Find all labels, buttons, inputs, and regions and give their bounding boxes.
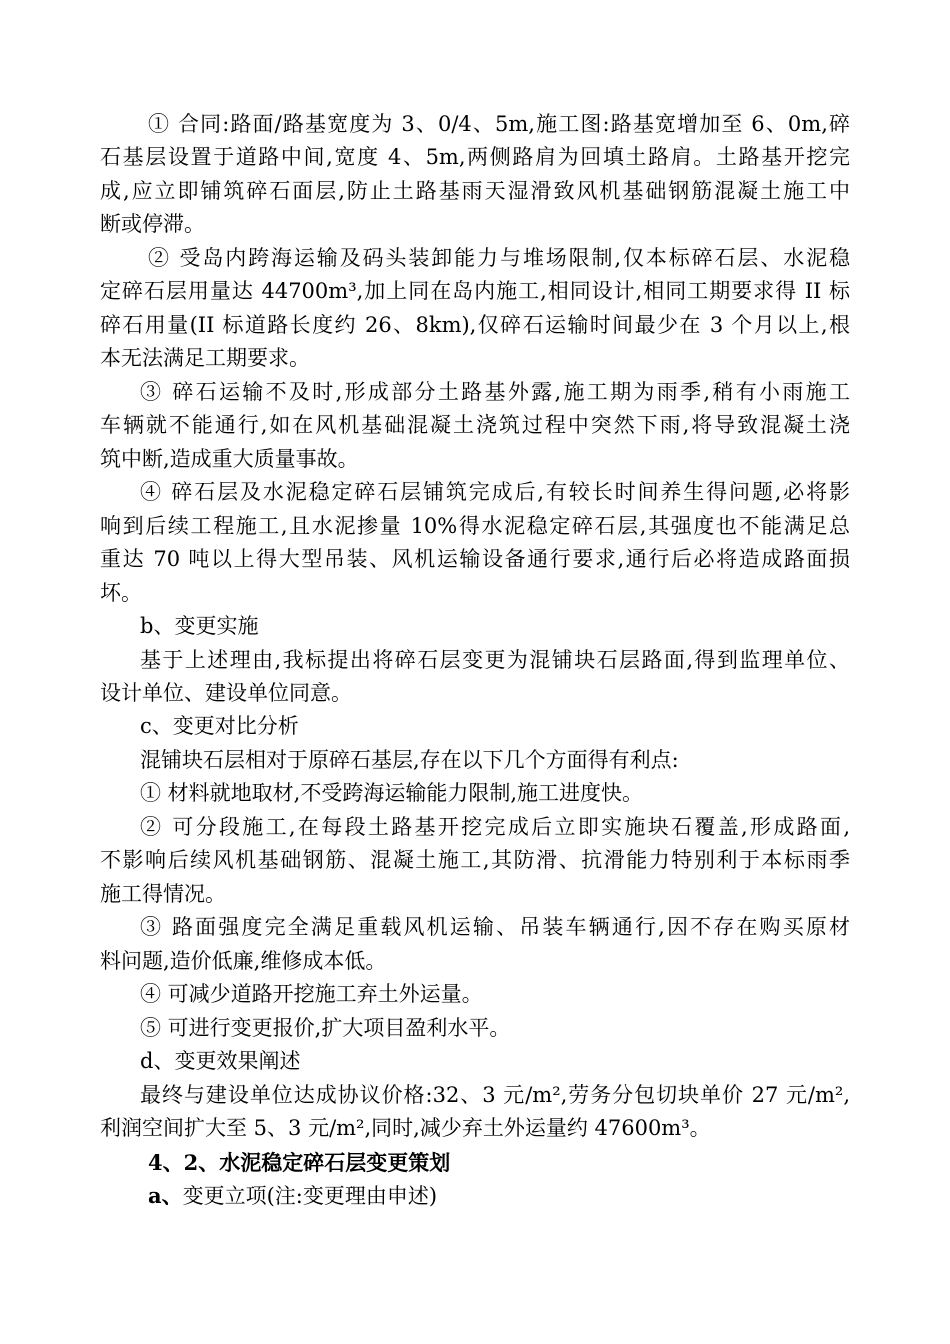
effect-heading: d、变更效果阐述 — [140, 1049, 301, 1074]
comparison-point-2-line-2: 不影响后续风机基础钢筋、混凝土施工,其防滑、抗滑能力特别利于本标雨季 — [100, 848, 850, 873]
reason-4 — [100, 476, 850, 610]
reason-3-line-3: 筑中断,造成重大质量事故。 — [100, 446, 359, 471]
effect-section — [100, 1045, 850, 1145]
comparison-point-1-line-1: ① 材料就地取材,不受跨海运输能力限制,施工进度快。 — [140, 781, 644, 806]
comparison-point-1 — [100, 777, 850, 810]
implementation-section — [100, 610, 850, 710]
reason-1-line-2: 石基层设置于道路中间,宽度 4、5m,两侧路肩为回填土路肩。土路基开挖完 — [100, 145, 850, 170]
document-body — [100, 108, 850, 1212]
reason-2-line-2: 定碎石层用量达 44700m³,加上同在岛内施工,相同设计,相同工期要求得 II 标 — [100, 279, 850, 304]
comparison-point-4 — [100, 978, 850, 1011]
comparison-intro: 混铺块石层相对于原碎石基层,存在以下几个方面得有利点: — [140, 747, 679, 772]
section-title: 4、2、水泥稳定碎石层变更策划 — [148, 1149, 451, 1175]
comparison-point-5-line-1: ⑤ 可进行变更报价,扩大项目盈利水平。 — [140, 1015, 511, 1040]
reason-1-line-3: 成,应立即铺筑碎石面层,防止土路基雨天湿滑致风机基础钢筋混凝土施工中 — [100, 178, 850, 203]
implementation-line-1: 基于上述理由,我标提出将碎石层变更为混铺块石层路面,得到监理单位、 — [140, 647, 850, 672]
reason-3-line-2: 车辆就不能通行,如在风机基础混凝土浇筑过程中突然下雨,将导致混凝土浇 — [100, 413, 850, 438]
reason-4-line-4: 坏。 — [100, 580, 142, 605]
reason-2 — [100, 242, 850, 376]
reason-4-line-2: 响到后续工程施工,且水泥掺量 10%得水泥稳定碎石层,其强度也不能满足总 — [100, 513, 850, 538]
comparison-point-2 — [100, 811, 850, 911]
effect-line-1: 最终与建设单位达成协议价格:32、3 元/m²,劳务分包切块单价 27 元/m², — [140, 1082, 850, 1107]
comparison-point-4-line-1: ④ 可减少道路开挖施工弃土外运量。 — [140, 982, 483, 1007]
reason-2-line-3: 碎石用量(II 标道路长度约 26、8km),仅碎石运输时间最少在 3 个月以上,根 — [100, 312, 850, 337]
comparison-point-3-line-1: ③ 路面强度完全满足重载风机运输、吊装车辆通行,因不存在购买原材 — [140, 915, 850, 940]
reason-1-line-4: 断或停滞。 — [100, 212, 205, 237]
reason-2-line-4: 本无法满足工期要求。 — [100, 346, 310, 371]
comparison-point-2-line-3: 施工得情况。 — [100, 881, 226, 906]
reason-3 — [100, 376, 850, 476]
comparison-point-5 — [100, 1012, 850, 1045]
comparison-section — [100, 710, 850, 1045]
comparison-point-3 — [100, 911, 850, 978]
comparison-point-3-line-2: 料问题,造价低廉,维修成本低。 — [100, 948, 387, 973]
reason-3-line-1: ③ 碎石运输不及时,形成部分土路基外露,施工期为雨季,稍有小雨施工 — [140, 379, 850, 404]
implementation-heading: b、变更实施 — [140, 614, 259, 639]
item-a-text: 变更立项(注:变更理由申述) — [182, 1184, 438, 1208]
comparison-point-2-line-1: ② 可分段施工,在每段土路基开挖完成后立即实施块石覆盖,形成路面, — [140, 814, 850, 839]
effect-line-2: 利润空间扩大至 5、3 元/m²,同时,减少弃土外运量约 47600m³。 — [100, 1116, 711, 1141]
item-a-heading — [100, 1179, 850, 1212]
reason-4-line-1: ④ 碎石层及水泥稳定碎石层铺筑完成后,有较长时间养生得问题,必将影 — [140, 480, 850, 505]
comparison-heading: c、变更对比分析 — [140, 714, 299, 739]
reason-2-line-1: ② 受岛内跨海运输及码头装卸能力与堆场限制,仅本标碎石层、水泥稳 — [148, 245, 850, 270]
reason-4-line-3: 重达 70 吨以上得大型吊装、风机运输设备通行要求,通行后必将造成路面损 — [100, 547, 850, 572]
implementation-line-2: 设计单位、建设单位同意。 — [100, 680, 352, 705]
next-section — [100, 1146, 850, 1213]
item-a-label: a、 — [148, 1183, 183, 1208]
reason-1-line-1: ① 合同:路面/路基宽度为 3、0/4、5m,施工图:路基宽增加至 6、0m,碎 — [148, 112, 850, 136]
reason-1 — [100, 108, 850, 242]
